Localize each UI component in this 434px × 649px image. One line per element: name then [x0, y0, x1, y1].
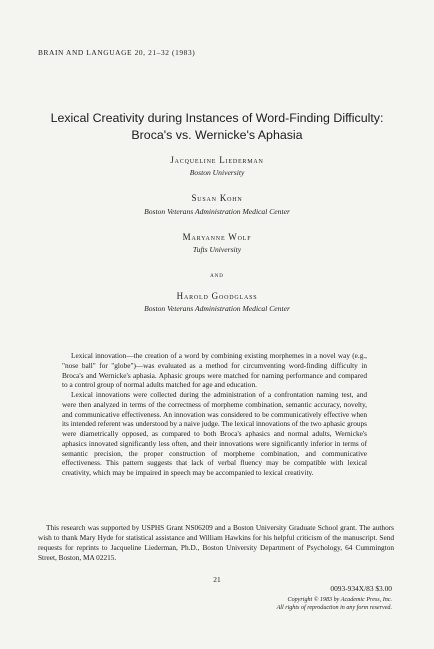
author-name: Maryanne Wolf	[182, 232, 252, 242]
copyright-line: All rights of reproduction in any form reserved.	[276, 605, 392, 612]
copyright-line: Copyright © 1983 by Academic Press, Inc.	[287, 597, 392, 603]
author-name: Susan Kohn	[191, 193, 243, 203]
footnote-paragraph: This research was supported by USPHS Grant NS06209 and a Boston University Graduate School grant. The authors wish to thank Mary Hyde for statistical assistance and William Hawkins for his helpful criticism of the manuscript. Send requests for reprints to Jacqueline Liederman, Ph.D., Boston University Department of Psychology, 64 Cummington Street, Boston, MA 02215.	[38, 523, 394, 562]
paper-title	[0, 110, 434, 144]
copyright-notice	[277, 596, 392, 613]
and-separator: and	[210, 270, 224, 279]
title-line-2: Broca's vs. Wernicke's Aphasia	[131, 128, 303, 142]
journal-header: BRAIN AND LANGUAGE 20, 21–32 (1983)	[38, 48, 196, 57]
author-name: Jacqueline Liederman	[170, 155, 264, 165]
author-affiliation: Tufts University	[192, 245, 242, 254]
author-affiliation: Boston Veterans Administration Medical Center	[144, 304, 290, 313]
author-affiliation: Boston University	[189, 168, 245, 177]
author-name: Harold Goodglass	[176, 291, 258, 301]
price-code: 0093-934X/83 $3.00	[330, 584, 392, 593]
acknowledgement-footnote	[38, 523, 394, 563]
abstract-paragraph: Lexical innovations were collected during the administration of a confrontation naming test, and were then analyzed in terms of the correctness of morpheme combination, semantic accuracy, novelty, and communicative effectiveness. An innovation was considered to be communicatively effective when its intended referent was understood by a naive judge. The lexical innovations of the two aphasic groups were diametrically opposed, as compared to both Broca's aphasics and normal adults, Wernicke's aphasics innovated significantly less often, and their innovations were significantly inferior in terms of semantic precision, the proper construction of morpheme combination, and communicative effectiveness. This pattern suggests that lack of verbal fluency may be compatible with lexical creativity, which may be impaired in speech may be accompanied to lexical creativity.	[62, 390, 367, 477]
abstract-paragraph: Lexical innovation—the creation of a word by combining existing morphemes in a novel way (e.g., "nose ball" for "globe")—was evaluated as a method for circumventing word-finding difficulty in Broca's and Wernicke's aphasia. Aphasic groups were matched for naming performance and compared to a control group of normal adults matched for age and education.	[62, 351, 367, 390]
abstract	[62, 351, 367, 478]
author-affiliation: Boston Veterans Administration Medical Center	[144, 207, 290, 216]
title-line-1: Lexical Creativity during Instances of Word-Finding Difficulty:	[50, 111, 384, 125]
page-number: 21	[213, 575, 221, 584]
